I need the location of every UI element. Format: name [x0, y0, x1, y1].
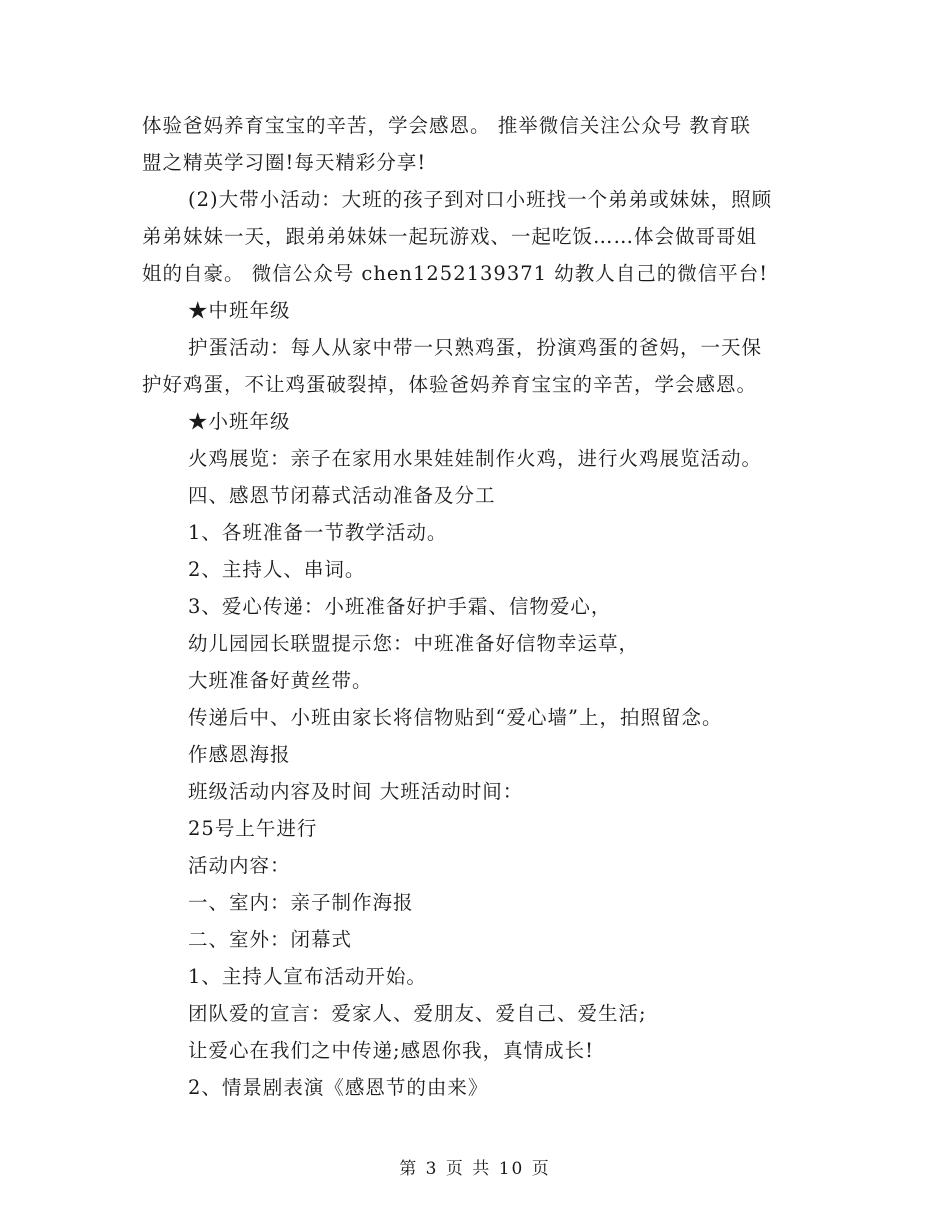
text-line: 让爱心在我们之中传递;感恩你我，真情成长!: [188, 1039, 594, 1062]
text-line: 姐的自豪。 微信公众号 chen1252139371 幼教人自己的微信平台!: [142, 262, 769, 285]
text-line: 班级活动内容及时间 大班活动时间：: [188, 780, 524, 803]
text-line: 体验爸妈养育宝宝的辛苦，学会感恩。 推举微信关注公众号 教育联: [142, 114, 751, 137]
list-item: 1、各班准备一节教学活动。: [188, 521, 448, 544]
list-item: 一、室内：亲子制作海报: [188, 891, 414, 914]
list-item: 二、室外：闭幕式: [188, 928, 353, 951]
section-heading: ★中班年级: [188, 299, 291, 322]
text-line: 护好鸡蛋，不让鸡蛋破裂掉，体验爸妈养育宝宝的辛苦，学会感恩。: [142, 373, 758, 396]
section-heading: 四、感恩节闭幕式活动准备及分工: [188, 484, 496, 507]
text-line: 护蛋活动：每人从家中带一只熟鸡蛋，扮演鸡蛋的爸妈，一天保: [188, 336, 763, 359]
text-line: 盟之精英学习圈!每天精彩分享!: [142, 151, 427, 174]
page-number-footer: 第 3 页 共 10 页: [399, 1159, 551, 1179]
text-line: 25号上午进行: [188, 817, 318, 840]
text-line: 幼儿园园长联盟提示您：中班准备好信物幸运草，: [188, 632, 640, 655]
document-body: [142, 107, 812, 1106]
list-item: 3、爱心传递：小班准备好护手霜、信物爱心，: [188, 595, 612, 618]
text-line: 团队爱的宣言：爱家人、爱朋友、爱自己、爱生活;: [188, 1002, 647, 1025]
text-line: 活动内容：: [188, 854, 291, 877]
text-line: 大班准备好黄丝带。: [188, 669, 373, 692]
text-line: 火鸡展览：亲子在家用水果娃娃制作火鸡，进行火鸡展览活动。: [188, 447, 763, 470]
list-item: 2、主持人、串词。: [188, 558, 366, 581]
text-line: 弟弟妹妹一天，跟弟弟妹妹一起玩游戏、一起吃饭……体会做哥哥姐: [142, 225, 758, 248]
text-line: 传递后中、小班由家长将信物贴到“爱心墙”上，拍照留念。: [188, 706, 723, 729]
text-line: (2)大带小活动：大班的孩子到对口小班找一个弟弟或妹妹，照顾: [188, 188, 773, 211]
list-item: 1、主持人宣布活动开始。: [188, 965, 427, 988]
section-heading: ★小班年级: [188, 410, 291, 433]
list-item: 2、情景剧表演《感恩节的由来》: [188, 1076, 489, 1099]
text-line: 作感恩海报: [188, 743, 291, 766]
